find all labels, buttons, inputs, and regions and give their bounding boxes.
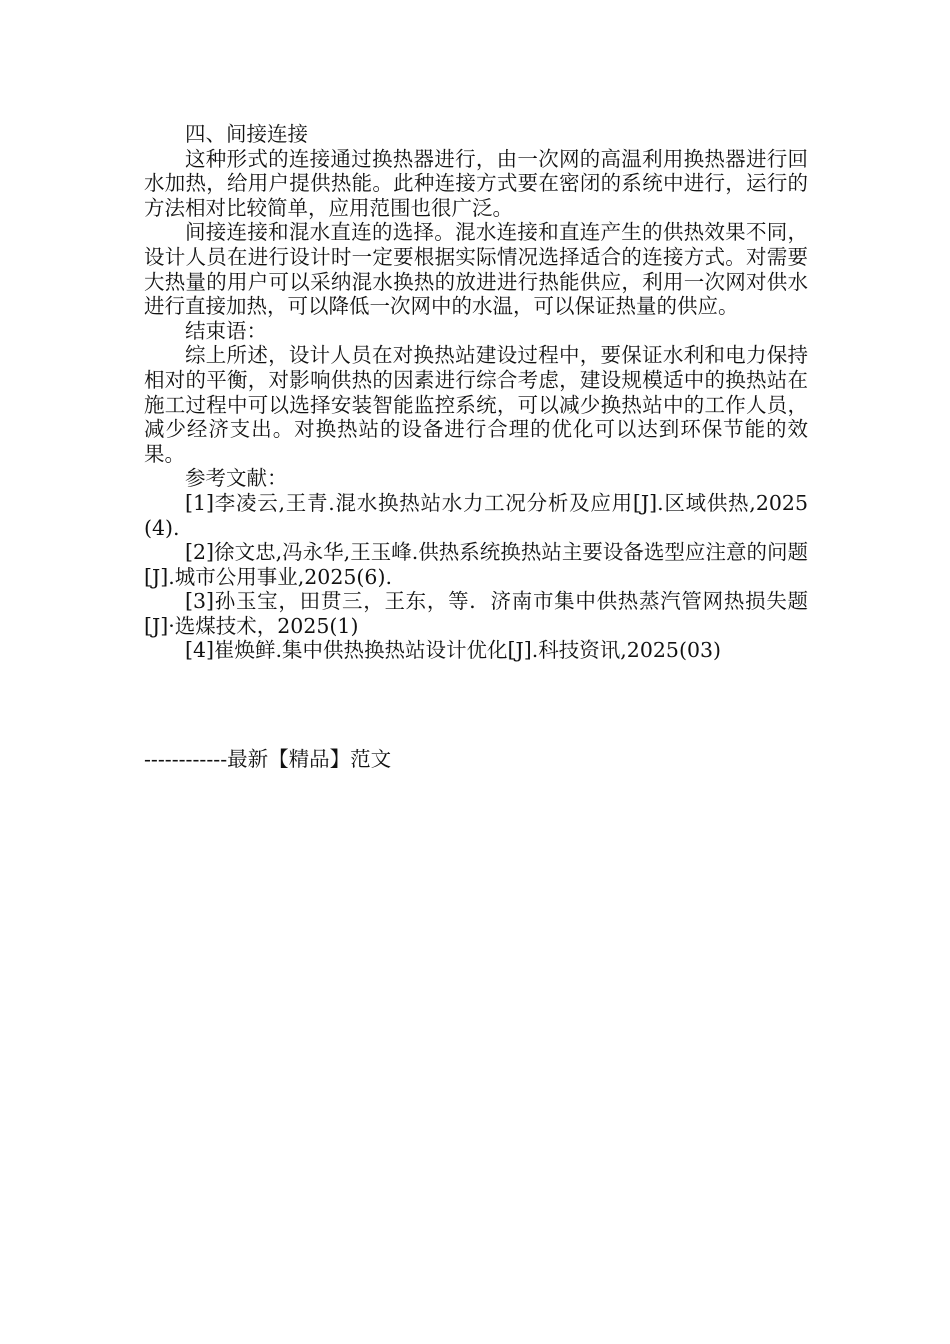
section-heading-conclusion: 结束语： [185,318,267,343]
reference-item-3: [3]孙玉宝，田贯三，王东，等．济南市集中供热蒸汽管网热损失题[J]·选煤技术，2025(1) [144,589,808,638]
document-body [144,122,808,663]
footer-tagline: ------------最新【精品】范文 [144,747,392,771]
section-heading-references: 参考文献： [185,466,288,491]
paragraph-conclusion: 综上所述，设计人员在对换热站建设过程中，要保证水利和电力保持相对的平衡，对影响供热的因素进行综合考虑，建设规模适中的换热站在施工过程中可以选择安装智能监控系统，可以减少换热站中的工作人员，减少经济支出。对换热站的设备进行合理的优化可以达到环保节能的效果。 [144,343,808,466]
reference-item-4: [4]崔焕鲜.集中供热换热站设计优化[J].科技资讯,2025(03) [185,638,722,663]
section-heading-indirect-connection: 四、间接连接 [185,122,308,146]
reference-item-1: [1]李凌云,王青.混水换热站水力工况分析及应用[J].区域供热,2025(4). [144,490,808,540]
paragraph-connection-choice: 间接连接和混水直连的选择。混水连接和直连产生的供热效果不同，设计人员在进行设计时一定要根据实际情况选择适合的连接方式。对需要大热量的用户可以采纳混水换热的放进进行热能供应，利用一次网对供水进行直接加热，可以降低一次网中的水温，可以保证热量的供应。 [144,220,808,319]
paragraph-indirect-connection: 这种形式的连接通过换热器进行，由一次网的高温利用换热器进行回水加热，给用户提供热能。此种连接方式要在密闭的系统中进行，运行的方法相对比较简单，应用范围也很广泛。 [144,146,808,220]
reference-item-2: [2]徐文忠,冯永华,王玉峰.供热系统换热站主要设备选型应注意的问题[J].城市公用事业,2025(6). [144,540,808,589]
